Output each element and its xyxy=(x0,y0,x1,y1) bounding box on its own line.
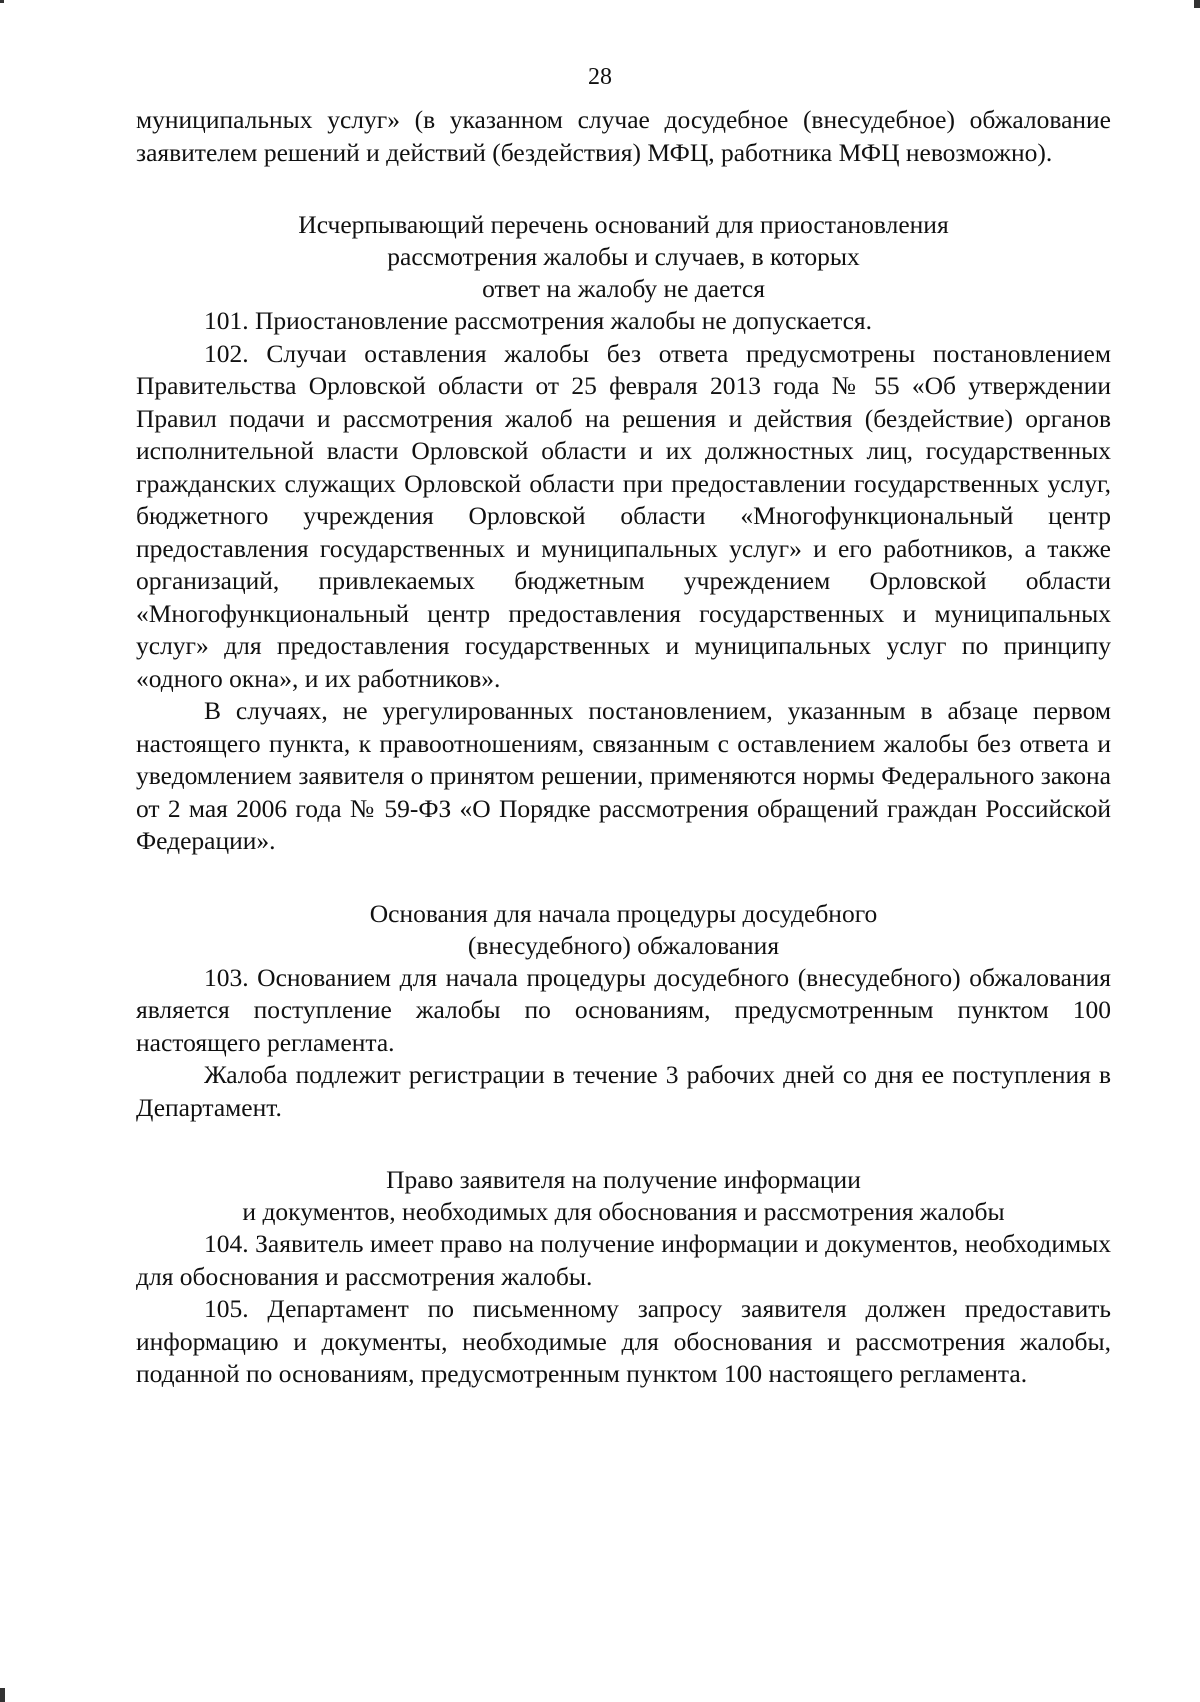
page-number: 28 xyxy=(588,64,612,90)
heading-line: (внесудебного) обжалования xyxy=(467,930,780,960)
heading-line: Основания для начала процедуры досудебного xyxy=(369,898,878,928)
paragraph-103-second: Жалоба подлежит регистрации в течение 3 рабочих дней со дня ее поступления в Департамент. xyxy=(136,1060,1111,1122)
scan-mark-top-right xyxy=(1194,0,1200,8)
heading-appeal-grounds xyxy=(136,898,1111,962)
heading-line: рассмотрения жалобы и случаев, в которых xyxy=(387,242,860,271)
heading-suspension-grounds xyxy=(136,209,1111,305)
heading-line: ответ на жалобу не дается xyxy=(482,274,765,303)
heading-line: Право заявителя на получение информации xyxy=(386,1165,861,1194)
paragraph-103: 103. Основанием для начала процедуры досудебного (внесудебного) обжалования является поступление жалобы по основаниям, предусмотренным пунктом 100 настоящего регламента. xyxy=(136,962,1111,1057)
heading-line: Исчерпывающий перечень оснований для приостановления xyxy=(298,210,949,239)
paragraph-102-second: В случаях, не урегулированных постановлением, указанным в абзаце первом настоящего пункта, к правоотношениям, связанным с оставлением жалобы без ответа и уведомлением заявителя о принятом решении, применяются нормы Федерального закона от 2 мая 2006 года № 59-ФЗ «О Порядке рассмотрения обращений граждан Российской Федерации». xyxy=(136,696,1111,855)
paragraph-intro: муниципальных услуг» (в указанном случае досудебное (внесудебное) обжалование заявителем решений и действий (бездействия) МФЦ, работника МФЦ невозможно). xyxy=(136,105,1111,167)
paragraph-105: 105. Департамент по письменному запросу заявителя должен предоставить информацию и документы, необходимые для обоснования и рассмотрения жалобы, поданной по основаниям, предусмотренным пунктом 100 настоящего регламента. xyxy=(136,1294,1111,1388)
heading-right-to-information xyxy=(136,1164,1111,1228)
scan-mark-bottom-left xyxy=(0,1688,5,1702)
scan-mark-top-left xyxy=(0,0,4,3)
heading-line: и документов, необходимых для обоснования и рассмотрения жалобы xyxy=(242,1197,1005,1226)
paragraph-102: 102. Случаи оставления жалобы без ответа предусмотрены постановлением Правительства Орловской области от 25 февраля 2013 года № 55 «Об утверждении Правил подачи и рассмотрения жалоб на решения и действия (бездействие) органов исполнительной власти Орловской области и их должностных лиц, государственных гражданских служащих Орловской области при предоставлении государственных услуг, бюджетного учреждения Орловской области «Многофункциональный центр предоставления государственных и муниципальных услуг» и его работников, а также организаций, привлекаемых бюджетным учреждением Орловской области «Многофункциональный центр предоставления государственных и муниципальных услуг» для предоставления государственных и муниципальных услуг по принципу «одного окна», и их работников». xyxy=(136,338,1111,693)
document-body xyxy=(136,104,1111,1391)
paragraph-104: 104. Заявитель имеет право на получение информации и документов, необходимых для обоснования и рассмотрения жалобы. xyxy=(136,1229,1111,1291)
paragraph-101: 101. Приостановление рассмотрения жалобы не допускается. xyxy=(204,306,873,335)
